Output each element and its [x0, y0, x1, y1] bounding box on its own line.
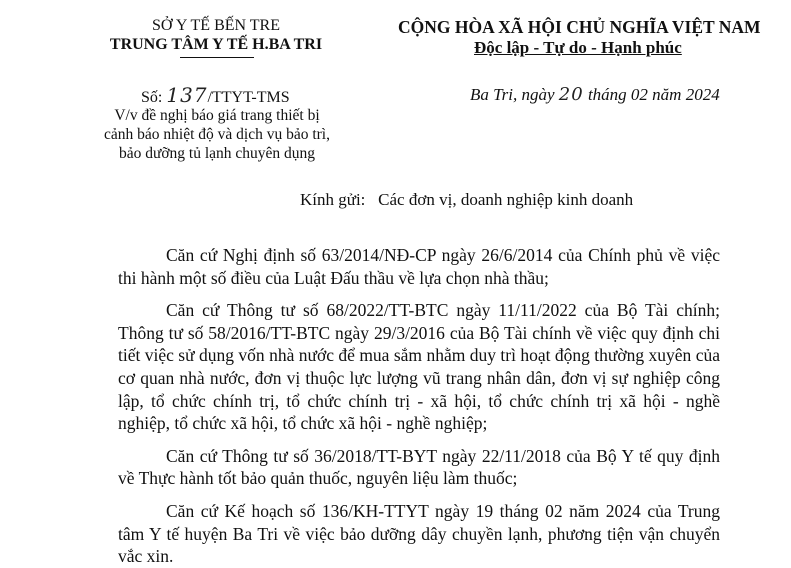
subject-block: [57, 106, 377, 163]
national-motto: Độc lập - Tự do - Hạnh phúc: [474, 38, 682, 57]
doc-ref: [141, 83, 290, 107]
doc-ref-prefix: Số:: [141, 89, 163, 106]
doc-ref-number: 137: [166, 83, 208, 107]
agency-underline: [180, 57, 254, 58]
doc-ref-suffix: /TTYT-TMS: [207, 89, 290, 106]
body-text: [118, 244, 720, 568]
recipient-value: Các đơn vị, doanh nghiệp kinh doanh: [378, 190, 634, 209]
date-day: 20: [558, 84, 584, 105]
body-paragraph: Căn cứ Kế hoạch số 136/KH-TTYT ngày 19 tháng 02 năm 2024 của Trung tâm Y tế huyện Ba Tri về việc bảo dưỡng dây chuyền lạnh, phương tiện vận chuyển vắc xin.: [118, 500, 720, 567]
body-paragraph: Căn cứ Thông tư số 68/2022/TT-BTC ngày 11/11/2022 của Bộ Tài chính; Thông tư số 58/2016/TT-BTC ngày 29/3/2016 của Bộ Tài chính về việc quy định chi tiết việc sử dụng vốn nhà nước để mua sắm nhằm duy trì hoạt động thường xuyên của cơ quan nhà nước, đơn vị thuộc lực lượng vũ trang nhân dân, đơn vị sự nghiệp công lập, tổ chức chính trị, tổ chức chính trị - xã hội, tổ chức chính trị xã hội - nghề nghiệp, tổ chức xã hội, tổ chức xã hội - nghề nghiệp;: [118, 300, 720, 434]
subject-line: bảo dưỡng tủ lạnh chuyên dụng: [118, 145, 316, 162]
date-rest: tháng 02 năm 2024: [587, 85, 720, 104]
subject-line: V/v đề nghị báo giá trang thiết bị: [114, 107, 320, 124]
country-name: CỘNG HÒA XÃ HỘI CHỦ NGHĨA VIỆT NAM: [398, 17, 761, 37]
recipient-line: [300, 190, 633, 210]
body-paragraph: Căn cứ Nghị định số 63/2014/NĐ-CP ngày 26/6/2014 của Chính phủ về việc thi hành một số điều của Luật Đấu thầu về lựa chọn nhà thầu;: [118, 245, 720, 288]
subject-line: cảnh báo nhiệt độ và dịch vụ bảo trì,: [104, 126, 330, 143]
recipient-label: Kính gửi:: [300, 190, 366, 209]
agency-name: TRUNG TÂM Y TẾ H.BA TRI: [109, 36, 323, 53]
issue-date: [470, 84, 720, 105]
date-prefix: Ba Tri, ngày: [470, 85, 555, 104]
agency-parent: SỞ Y TẾ BẾN TRE: [151, 17, 280, 34]
body-paragraph: Căn cứ Thông tư số 36/2018/TT-BYT ngày 22/11/2018 của Bộ Y tế quy định về Thực hành tốt bảo quản thuốc, nguyên liệu làm thuốc;: [118, 445, 720, 489]
